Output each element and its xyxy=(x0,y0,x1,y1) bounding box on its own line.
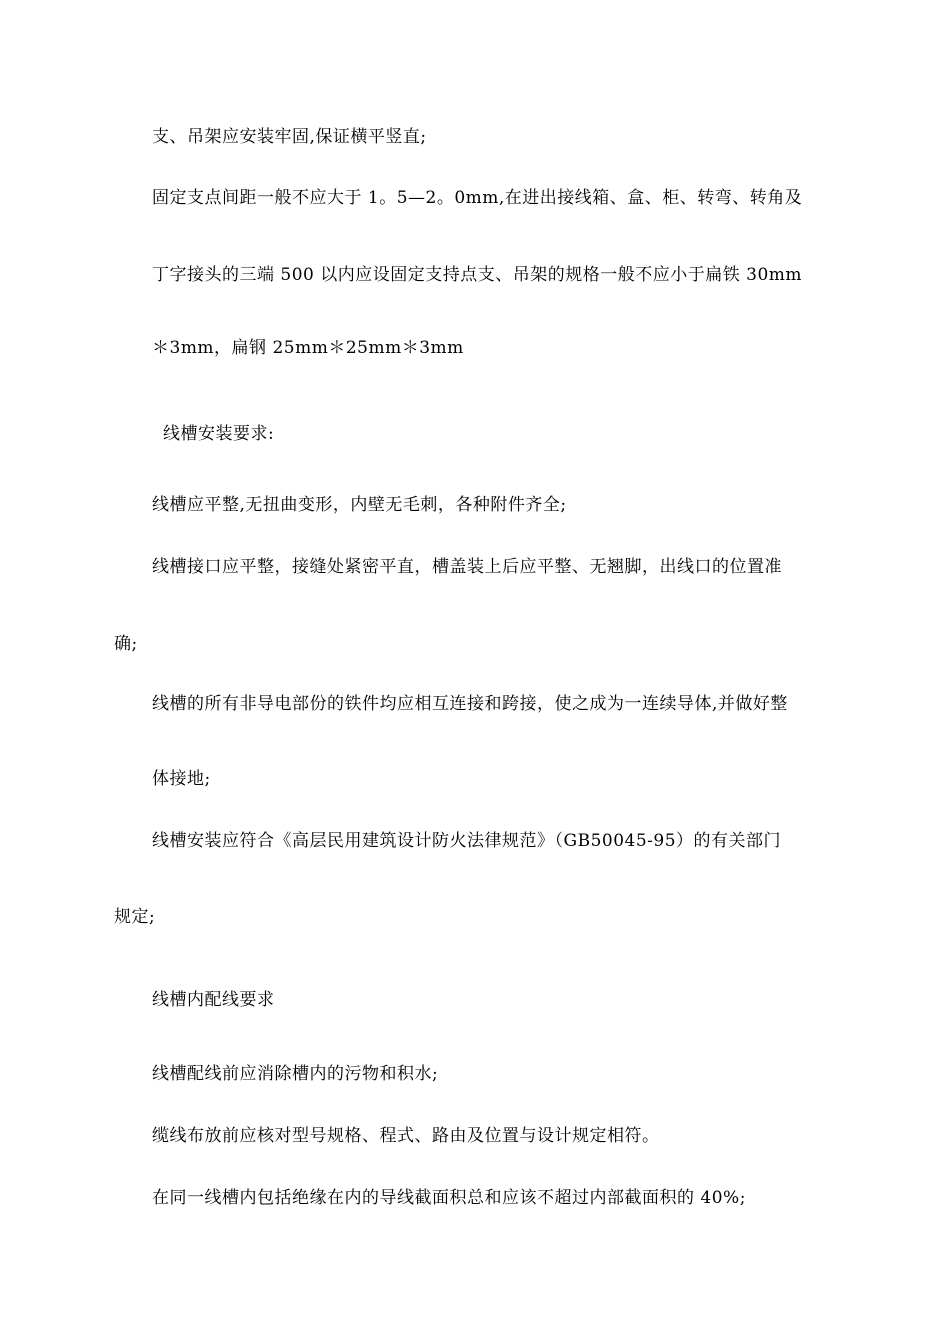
text-line: 线槽接口应平整，接缝处紧密平直，槽盖装上后应平整、无翘脚，出线口的位置准 xyxy=(152,557,782,577)
text-line: 规定; xyxy=(114,907,156,927)
section-heading: 线槽内配线要求 xyxy=(152,990,275,1010)
text-line: 体接地; xyxy=(152,769,211,789)
text-line: 线槽应平整,无扭曲变形，内壁无毛刺，各种附件齐全; xyxy=(152,495,567,515)
text-line: 缆线布放前应核对型号规格、程式、路由及位置与设计规定相符。 xyxy=(152,1126,660,1146)
text-line: 固定支点间距一般不应大于 1。5—2。0mm,在进出接线箱、盒、柜、转弯、转角及 xyxy=(152,188,803,208)
text-line: 确; xyxy=(114,634,138,654)
section-heading: 线槽安装要求: xyxy=(163,424,275,444)
text-line: ＊3mm，扁钢 25mm＊25mm＊3mm xyxy=(152,338,464,358)
text-line: 线槽配线前应消除槽内的污物和积水; xyxy=(152,1064,439,1084)
text-line: 支、吊架应安装牢固,保证横平竖直; xyxy=(152,127,427,147)
text-line: 丁字接头的三端 500 以内应设固定支持点支、吊架的规格一般不应小于扁铁 30mm xyxy=(152,265,803,285)
text-line: 在同一线槽内包括绝缘在内的导线截面积总和应该不超过内部截面积的 40%; xyxy=(152,1188,746,1208)
text-line: 线槽的所有非导电部份的铁件均应相互连接和跨接，使之成为一连续导体,并做好整 xyxy=(152,694,788,714)
text-line: 线槽安装应符合《高层民用建筑设计防火法律规范》（GB50045-95）的有关部门 xyxy=(152,831,782,851)
